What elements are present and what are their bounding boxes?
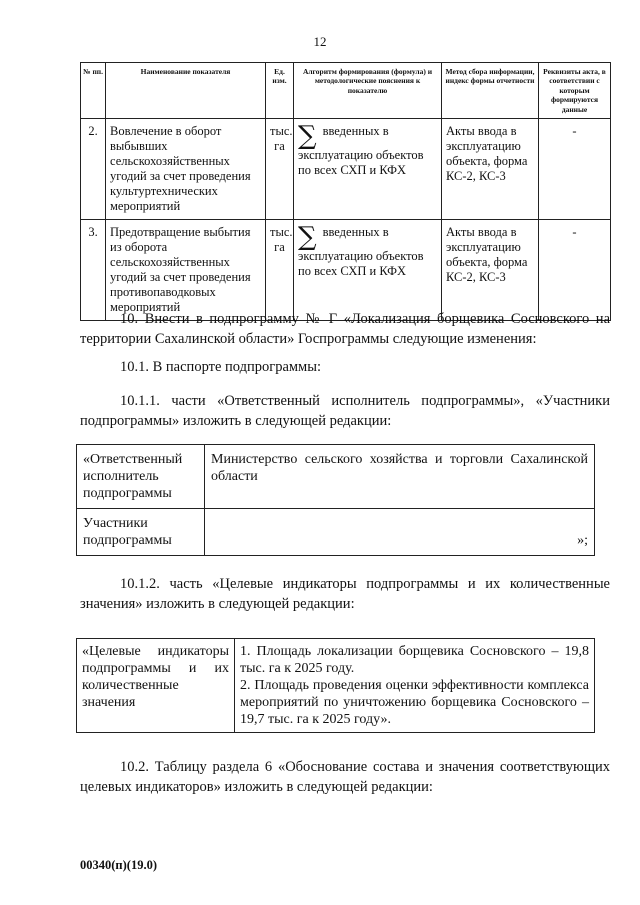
responsible-executor-value: Министерство сельского хозяйства и торговли Сахалинской области [205,445,595,509]
row-indicator-name: Предотвращение выбытия из оборота сельскохозяйственных угодий за счет проведения противопаводковых мероприятий [106,219,266,320]
target-indicator-item-1: 1. Площадь локализации борщевика Сосновского – 19,8 тыс. га к 2025 году. [240,644,589,676]
target-indicator-item-2: 2. Площадь проведения оценки эффективности комплекса мероприятий по уничтожению борщевика Сосновского – 19,7 тыс. га к 2025 году». [240,678,589,727]
paragraph-10-2: 10.2. Таблицу раздела 6 «Обоснование состава и значения соответствующих целевых индикаторов» изложить в следующей редакции: [80,759,610,795]
paragraph-10-1: 10.1. В паспорте подпрограммы: [120,359,322,375]
table-row [77,639,595,733]
header-indicator-name: Наименование показателя [106,63,266,119]
paragraph-10: 10. Внести в подпрограмму № Г «Локализация борщевика Сосновского на территории Сахалинской области» Госпрограммы следующие изменения: [80,311,610,347]
row-unit: тыс. га [266,118,294,219]
indicators-methodology-table [80,62,611,321]
table-row [81,219,611,320]
header-unit: Ед. изм. [266,63,294,119]
table-row [77,509,595,556]
table-row [81,118,611,219]
responsible-executor-table [76,444,595,556]
target-indicators-label: «Целевые индикаторы подпрограммы и их количественные значения [77,639,235,733]
row-requisites: - [539,118,611,219]
participants-value: »; [205,509,595,556]
row-formula-text: введенных в эксплуатацию объектов по всех СХП и КФХ [298,123,424,177]
sigma-icon: ∑ [298,221,317,252]
paragraph-10-1-1: 10.1.1. части «Ответственный исполнитель подпрограммы», «Участники подпрограммы» изложить в следующей редакции: [80,393,610,429]
header-num: № пп. [81,63,106,119]
header-algorithm: Алгоритм формирования (формула) и методологические пояснения к показателю [294,63,442,119]
responsible-executor-label: «Ответственный исполнитель подпрограммы [77,445,205,509]
target-indicators-value [235,639,595,733]
table-row [77,445,595,509]
row-method: Акты ввода в эксплуатацию объекта, форма КС-2, КС-3 [442,118,539,219]
row-method: Акты ввода в эксплуатацию объекта, форма КС-2, КС-3 [442,219,539,320]
row-requisites: - [539,219,611,320]
document-code: 00340(п)(19.0) [80,858,157,872]
participants-label: Участники подпрограммы [77,509,205,556]
row-num: 2. [81,118,106,219]
target-indicators-table [76,638,595,733]
row-num: 3. [81,219,106,320]
row-unit: тыс. га [266,219,294,320]
row-algorithm [294,219,442,320]
paragraph-10-1-2: 10.1.2. часть «Целевые индикаторы подпрограммы и их количественные значения» изложить в следующей редакции: [80,576,610,612]
header-requisites: Реквизиты акта, в соответствии с которым формируются данные [539,63,611,119]
row-indicator-name: Вовлечение в оборот выбывших сельскохозяйственных угодий за счет проведения культуртехнических мероприятий [106,118,266,219]
row-algorithm [294,118,442,219]
page-number: 12 [313,34,327,49]
row-formula-text: введенных в эксплуатацию объектов по всех СХП и КФХ [298,224,424,278]
header-method: Метод сбора информации, индекс формы отчетности [442,63,539,119]
table-header-row [81,63,611,119]
sigma-icon: ∑ [298,120,317,151]
